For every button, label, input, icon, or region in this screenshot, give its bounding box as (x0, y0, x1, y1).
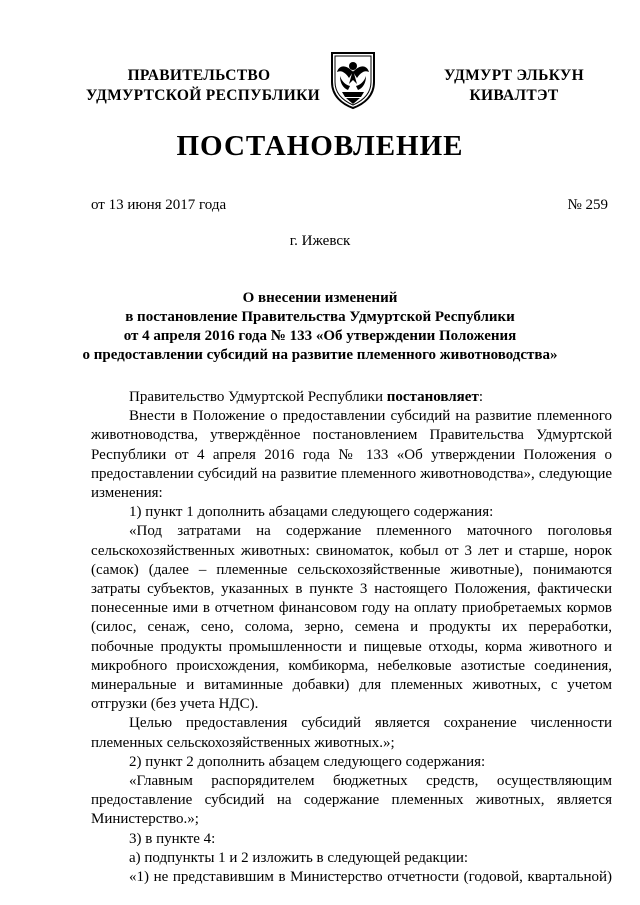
document-title: ПОСТАНОВЛЕНИЕ (176, 130, 464, 162)
document-subject (0, 289, 640, 365)
document-city: г. Ижевск (289, 233, 351, 249)
document-body (91, 388, 612, 887)
intro-verb: постановляет (386, 389, 479, 405)
subject-line: от 4 апреля 2016 года № 133 «Об утверждении Положения (123, 328, 517, 344)
header-right-line2: КИВАЛТЭТ (469, 87, 559, 104)
header-left-line2: УДМУРТСКОЙ РЕСПУБЛИКИ (86, 87, 321, 104)
body-paragraph: Целью предоставления субсидий является сохранение численности племенных сельскохозяйственных животных.»; (91, 715, 612, 751)
document-number: № 259 (567, 197, 608, 213)
body-paragraph: 2) пункт 2 дополнить абзацем следующего содержания: (129, 753, 486, 770)
intro-text: Правительство Удмуртской Республики (129, 389, 387, 405)
government-name-udmurt (434, 66, 594, 106)
udmurt-coat-of-arms-icon (328, 50, 378, 110)
intro-paragraph (91, 388, 612, 407)
body-paragraph: 1) пункт 1 дополнить абзацами следующего содержания: (129, 504, 494, 521)
header-right-line1: УДМУРТ ЭЛЬКУН (444, 67, 584, 84)
government-name-russian (86, 66, 321, 106)
header-left-line1: ПРАВИТЕЛЬСТВО (127, 67, 271, 84)
intro-colon: : (478, 389, 483, 405)
body-paragraph: «1) не представившим в Министерство отчетности (годовой, квартальной) (129, 869, 612, 886)
subject-line: в постановление Правительства Удмуртской Республики (125, 309, 515, 325)
body-paragraph: «Под затратами на содержание племенного маточного поголовья сельскохозяйственных животных: свиноматок, кобыл от 3 лет и старше, норок (самок) (далее – племенные сельскохозяйственные животные), понимаются затраты субъектов, указанных в пункте 3 настоящего Положения, фактически понесенные ими в отчетном финансовом году на оплату приобретаемых кормов (силос, сенаж, сено, солома, зерно, семена и продукты их переработки, побочные продукты промышленности и пищевые отходы, корма животного и микробного происхождения, комбикорма, небелковые азотистые соединения, минеральные и витаминные добавки) для племенных животных, с учетом отгрузки (без учета НДС). (91, 523, 612, 713)
body-paragraph: «Главным распорядителем бюджетных средств, осуществляющим предоставление субсидий на содержание племенных животных, является Министерство.»; (91, 773, 612, 828)
subject-line: о предоставлении субсидий на развитие племенного животноводства» (82, 347, 558, 363)
body-paragraph: 3) в пункте 4: (129, 830, 216, 847)
body-paragraph: Внести в Положение о предоставлении субсидий на развитие племенного животноводства, утверждённое постановлением Правительства Удмуртской Республики от 4 апреля 2016 года № 133 «Об утверждении Положения о предоставлении субсидий на развитие племенного животноводства», следующие изменения: (91, 408, 612, 502)
document-date: от 13 июня 2017 года (91, 197, 227, 213)
subject-line: О внесении изменений (242, 290, 398, 306)
body-paragraph: а) подпункты 1 и 2 изложить в следующей редакции: (129, 849, 469, 866)
